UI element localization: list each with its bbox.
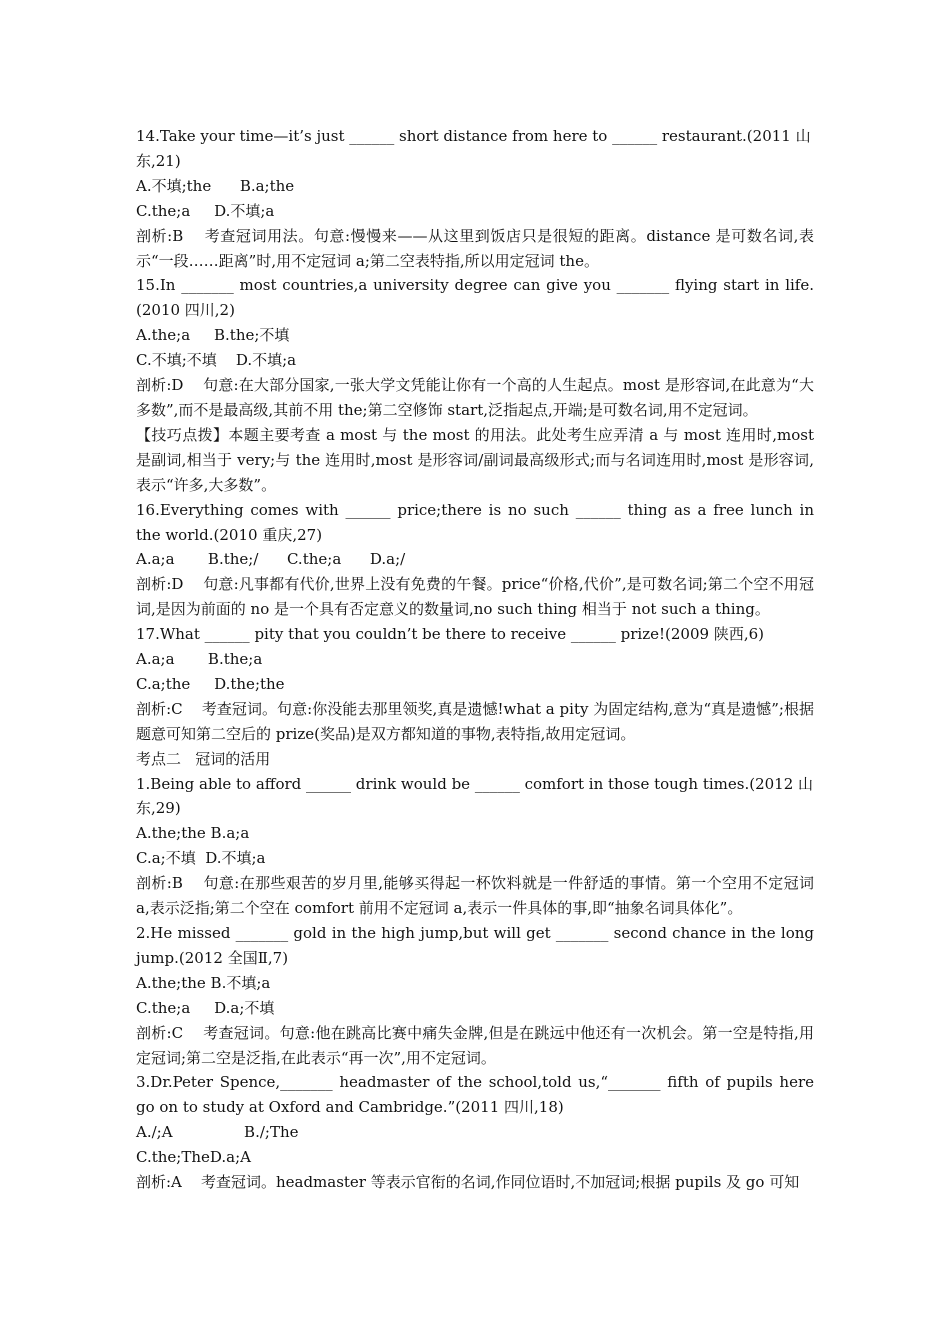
question-17-analysis: 剖析:C 考查冠词。句意:你没能去那里领奖,真是遗憾!what a pity 为固定结构,意为“真是遗憾”;根据题意可知第二空后的 prize(奖品)是双方都知道的事物,表特指,故用定冠词。 [136,699,814,743]
question-3-options-ab: A./;A B./;The [136,1123,299,1142]
question-16-analysis: 剖析:D 句意:凡事都有代价,世界上没有免费的午餐。price“价格,代价”,是可数名词;第二个空不用冠词,是因为前面的 no 是一个具有否定意义的数量词,no such thing 相当于 not such a thing。 [136,575,814,619]
question-1-analysis: 剖析:B 句意:在那些艰苦的岁月里,能够买得起一杯饮料就是一件舒适的事情。第一个空用不定冠词 a,表示泛指;第二个空在 comfort 前用不定冠词 a,表示一件具体的事,即“抽象名词具体化”。 [136,874,819,918]
document-body [136,124,819,1195]
question-2-stem: 2.He missed _______ gold in the high jump,but will get _______ second chance in the long jump.(2012 全国Ⅱ,7) [136,924,819,967]
question-14-analysis: 剖析:B 考查冠词用法。句意:慢慢来——从这里到饭店只是很短的距离。distance 是可数名词,表示“一段……距离”时,用不定冠词 a;第二空表特指,所以用定冠词 the。 [136,226,814,270]
question-17-options-cd: C.a;the D.the;the [136,674,285,693]
question-16-stem: 16.Everything comes with ______ price;there is no such ______ thing as a free lunch in the world.(2010 重庆,27) [136,500,819,544]
question-3-analysis: 剖析:A 考查冠词。headmaster 等表示官衔的名词,作同位语时,不加冠词;根据 pupils 及 go 可知 [136,1173,800,1192]
question-14-options-ab: A.不填;the B.a;the [136,176,295,195]
question-15-options-ab: A.the;a B.the;不填 [136,326,290,345]
question-15-stem: 15.In _______ most countries,a university degree can give you _______ flying start in life.(2010 四川,2) [136,276,814,320]
question-1-options-ab: A.the;the B.a;a [136,824,250,843]
section-heading: 考点二 冠词的活用 [136,749,271,768]
question-2-analysis: 剖析:C 考查冠词。句意:他在跳高比赛中痛失金牌,但是在跳远中他还有一次机会。第一空是特指,用定冠词;第二空是泛指,在此表示“再一次”,用不定冠词。 [136,1023,814,1067]
question-1-stem: 1.Being able to afford ______ drink would be ______ comfort in those tough times.(2012 山东,29) [136,774,814,818]
question-17-options-ab: A.a;a B.the;a [136,650,263,669]
question-2-options-ab: A.the;the B.不填;a [136,973,271,992]
tip-note: 【技巧点拨】本题主要考查 a most 与 the most 的用法。此处考生应弄清 a 与 most 连用时,most 是副词,相当于 very;与 the 连用时,most 是形容词/副词最高级形式;而与名词连用时,most 是形容词,表示“许多,大多数”。 [136,425,819,494]
question-3-stem: 3.Dr.Peter Spence,_______ headmaster of the school,told us,“_______ fifth of pupils here go on to study at Oxford and Cambridge.”(2011 四川,18) [136,1073,819,1117]
question-3-options-cd: C.the;TheD.a;A [136,1148,251,1167]
question-15-analysis: 剖析:D 句意:在大部分国家,一张大学文凭能让你有一个高的人生起点。most 是形容词,在此意为“大多数”,而不是最高级,其前不用 the;第二空修饰 start,泛指起点,开端;是可数名词,用不定冠词。 [136,376,814,419]
question-14-stem: 14.Take your time—it’s just ______ short distance from here to ______ restaurant.(2011 山东,21) [136,127,811,170]
question-14-options-cd: C.the;a D.不填;a [136,201,275,220]
question-17-stem: 17.What ______ pity that you couldn’t be there to receive ______ prize!(2009 陕西,6) [136,625,764,644]
question-2-options-cd: C.the;a D.a;不填 [136,998,275,1017]
question-1-options-cd: C.a;不填 D.不填;a [136,849,266,868]
question-16-options: A.a;a B.the;/ C.the;a D.a;/ [136,550,406,569]
question-15-options-cd: C.不填;不填 D.不填;a [136,351,297,370]
